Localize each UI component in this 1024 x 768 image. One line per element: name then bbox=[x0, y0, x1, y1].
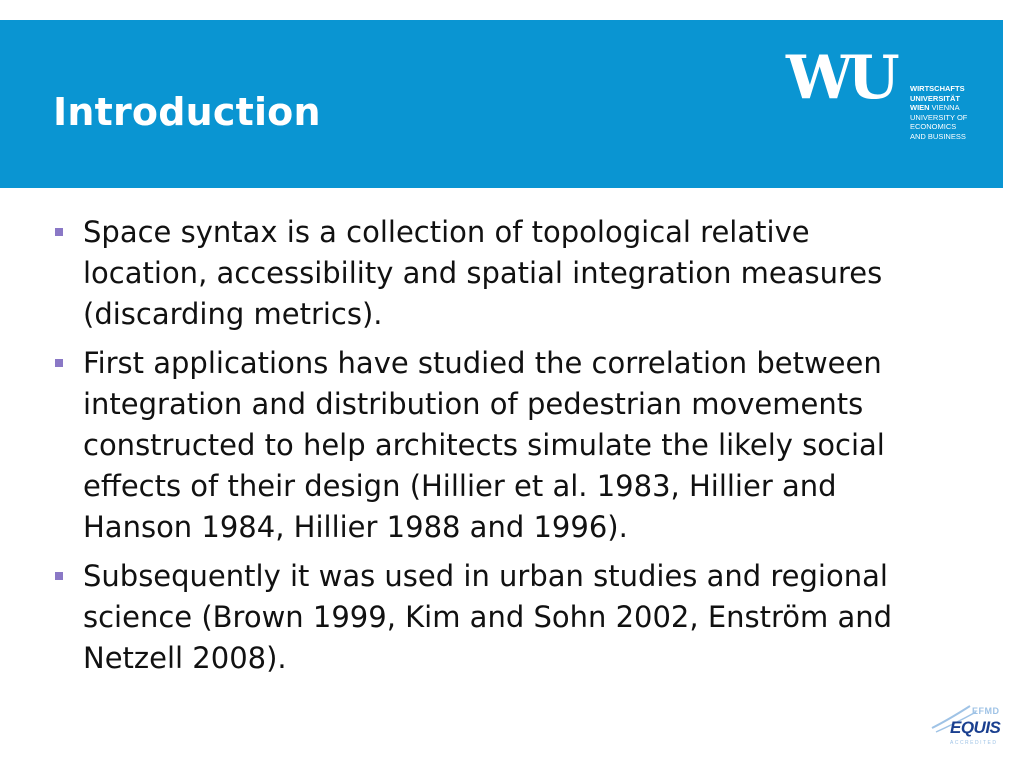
wu-logo bbox=[786, 43, 976, 148]
efmd-label: EFMD bbox=[972, 706, 1000, 716]
bullet-list bbox=[55, 212, 905, 687]
slide-title: Introduction bbox=[53, 90, 321, 134]
equis-accreditation-logo bbox=[928, 696, 1008, 756]
wu-logo-mark: WU bbox=[786, 43, 894, 113]
square-bullet-icon bbox=[55, 359, 63, 367]
square-bullet-icon bbox=[55, 228, 63, 236]
bullet-item bbox=[55, 556, 905, 679]
bullet-item bbox=[55, 343, 905, 548]
bullet-item bbox=[55, 212, 905, 335]
accredited-label: ACCREDITED bbox=[950, 740, 998, 746]
bullet-text: Space syntax is a collection of topological relative location, accessibility and spatial integration measures (discarding metrics). bbox=[83, 215, 883, 331]
equis-label: EQUIS bbox=[950, 718, 1001, 737]
bullet-text: First applications have studied the correlation between integration and distribution of pedestrian movements constructed to help architects simulate the likely social effects of their design (Hillier et al. 1983, Hillier and Hanson 1984, Hillier 1988 and 1996). bbox=[83, 346, 885, 544]
square-bullet-icon bbox=[55, 572, 63, 580]
bullet-text: Subsequently it was used in urban studies and regional science (Brown 1999, Kim and Sohn 2002, Enström and Netzell 2008). bbox=[83, 559, 893, 675]
wu-logo-text: WIRTSCHAFTS UNIVERSITÄT WIEN VIENNA UNIVERSITY OF ECONOMICS AND BUSINESS bbox=[910, 84, 968, 141]
